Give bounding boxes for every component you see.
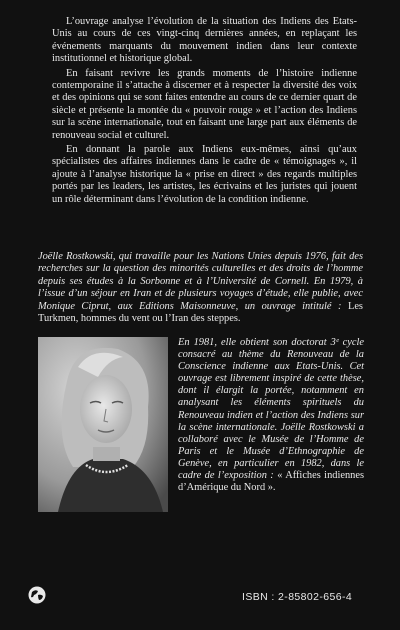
author-bio-continued [178, 337, 364, 494]
author-bio-intro-text: Joëlle Rostkowski, qui travaille pour les Nations Unies depuis 1976, fait des recherches sur la question des minorités culturelles et des droits de l’homme depuis ses études à la Sorbonne et à l’Université de Cornell. En 1979, à l’issue d’un séjour en Iran et de plusieurs voyages d’étude, elle publie, avec Monique Ciprut, aux Editions Maisonneuve, un ouvrage intitulé : [38, 251, 363, 312]
previous-book-title: Les Turkmen, hommes du vent ou l’Iran des steppes. [38, 300, 363, 325]
section-divider [0, 238, 400, 239]
isbn-number: ISBN : 2-85802-656-4 [242, 591, 353, 603]
exhibition-title: « Affiches indiennes d’Amérique du Nord ». [178, 470, 365, 494]
author-photo [38, 337, 168, 512]
summary-text [52, 16, 357, 208]
summary-paragraph-2: En faisant revivre les grands moments de l’histoire indienne contemporaine il s’attache à discerner et à respecter la diversité des voix et des opinions qui se sont faites entendre au cours de ce dernier quart de siècle et présente la montée du « pouvoir rouge » et l’action des Indiens sur la scène internationale, tout en faisant une large part aux éléments de renouveau social et culturel. [52, 67, 357, 141]
author-bio-intro [38, 251, 363, 325]
author-portrait-icon [38, 337, 168, 512]
summary-paragraph-1: L’ouvrage analyse l’évolution de la situation des Indiens des Etats-Unis au cours de ces vingt-cinq dernières années, en replaçant les événements marquants du mouvement indien dans leur contexte institutionnel et historique global. [52, 16, 357, 65]
publisher-globe-logo-icon [28, 586, 46, 604]
author-bio-continued-text: En 1981, elle obtient son doctorat 3ᵉ cycle consacré au thème du Renouveau de la Conscience indienne aux Etats-Unis. Cet ouvrage est librement inspiré de cette thèse, dont il élargit la portée, notamment en analysant les éléments spirituels du Renouveau indien et l’action des Indiens sur la scène internationale. Joëlle Rostkowski a collaboré avec le Musée de l’Homme de Paris et le Musée d’Ethnographie de Genève, en particulier en 1982, dans le cadre de l’exposition : [178, 337, 364, 482]
summary-paragraph-3: En donnant la parole aux Indiens eux-mêmes, ainsi qu’aux spécialistes des affaires indiennes dans le cadre de « témoignages », il ajoute à l’analyse historique la « prise en direct » des regards multiples portés par les leaders, les artistes, les écrivains et les juristes qui jouent un rôle déterminant dans l’évolution de la condition indienne. [52, 144, 357, 205]
